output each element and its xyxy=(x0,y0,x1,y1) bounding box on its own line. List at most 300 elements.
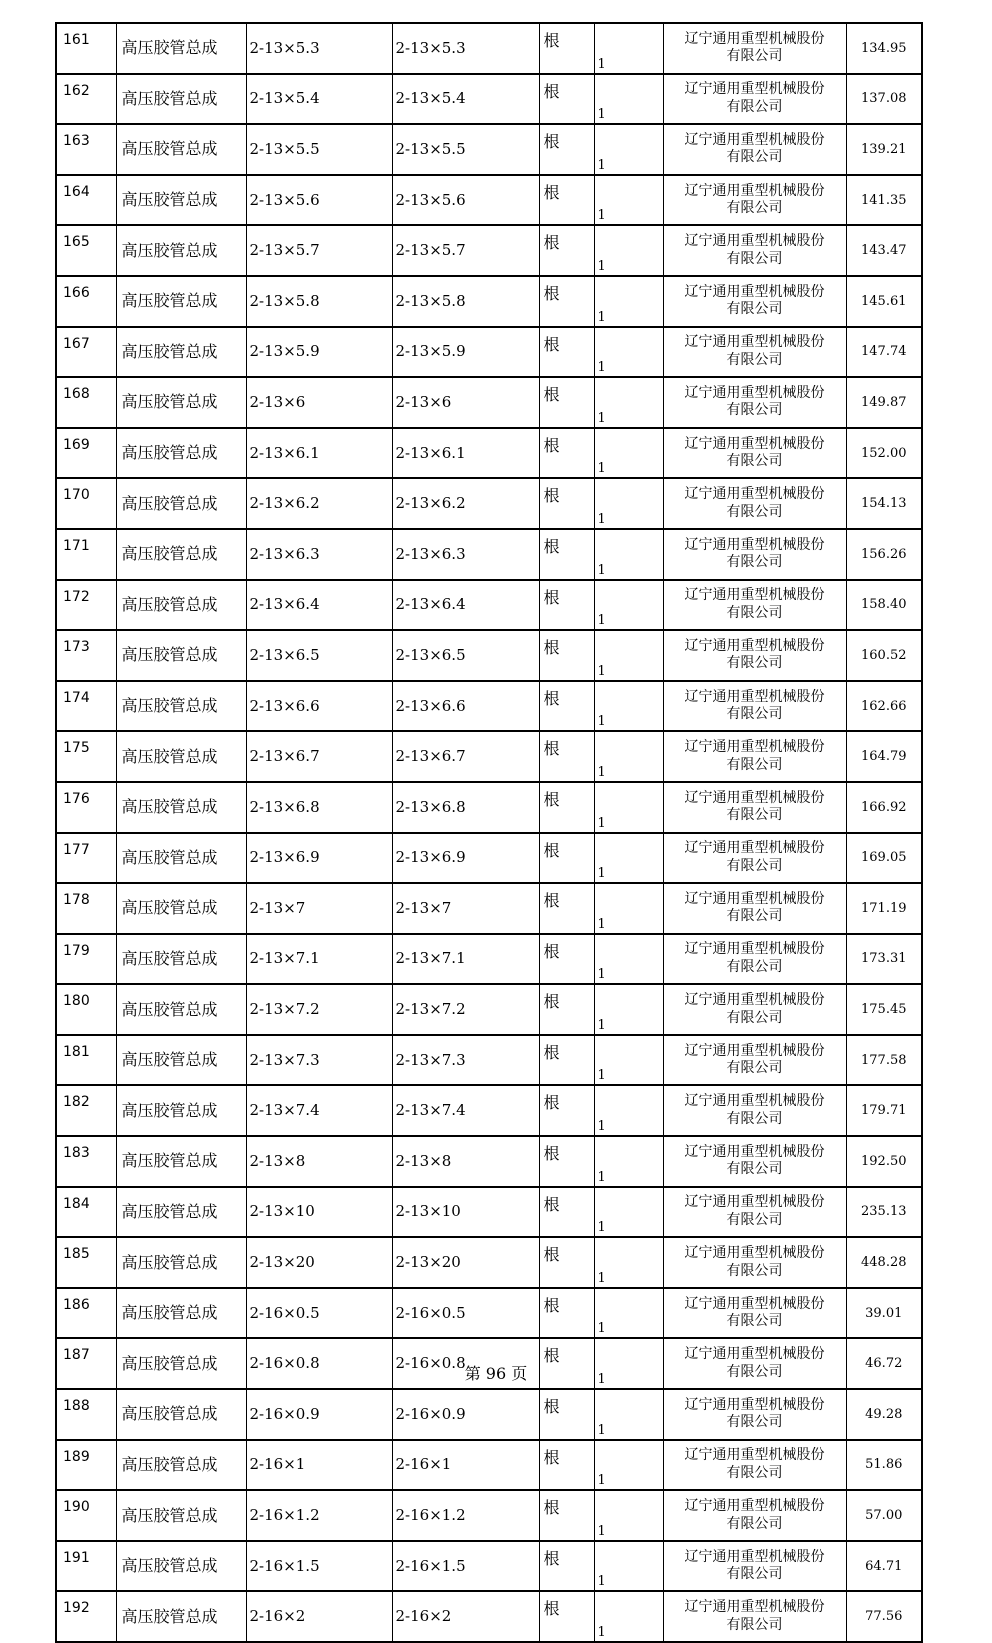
cell-spec: 2-13×6.2 xyxy=(246,478,392,529)
cell-index: 192 xyxy=(56,1591,116,1642)
manufacturer-line-1: 辽宁通用重型机械股份 xyxy=(684,1042,825,1059)
manufacturer-line-1: 辽宁通用重型机械股份 xyxy=(684,486,825,503)
manufacturer-line-2: 有限公司 xyxy=(726,402,783,419)
cell-product-name: 高压胶管总成 xyxy=(116,124,246,175)
cell-manufacturer xyxy=(663,580,846,631)
cell-quantity: 1 xyxy=(594,1035,663,1086)
cell-unit: 根 xyxy=(539,630,594,681)
manufacturer-line-1: 辽宁通用重型机械股份 xyxy=(684,688,825,705)
cell-product-name: 高压胶管总成 xyxy=(116,1338,246,1389)
cell-product-name: 高压胶管总成 xyxy=(116,529,246,580)
cell-unit: 根 xyxy=(539,377,594,428)
table-row xyxy=(56,1490,922,1541)
manufacturer-line-1: 辽宁通用重型机械股份 xyxy=(684,637,825,654)
manufacturer-line-2: 有限公司 xyxy=(726,1161,783,1178)
cell-model: 2-13×6.6 xyxy=(392,681,539,732)
cell-quantity: 1 xyxy=(594,630,663,681)
cell-product-name: 高压胶管总成 xyxy=(116,1187,246,1238)
table-row xyxy=(56,984,922,1035)
cell-unit: 根 xyxy=(539,681,594,732)
cell-index: 167 xyxy=(56,327,116,378)
cell-price: 175.45 xyxy=(846,984,922,1035)
cell-quantity: 1 xyxy=(594,74,663,125)
cell-product-name: 高压胶管总成 xyxy=(116,1237,246,1288)
cell-product-name: 高压胶管总成 xyxy=(116,1288,246,1339)
cell-manufacturer xyxy=(663,1085,846,1136)
table-row xyxy=(56,225,922,276)
cell-spec: 2-13×5.7 xyxy=(246,225,392,276)
cell-unit: 根 xyxy=(539,1490,594,1541)
cell-index: 180 xyxy=(56,984,116,1035)
cell-unit: 根 xyxy=(539,1136,594,1187)
cell-manufacturer xyxy=(663,327,846,378)
manufacturer-line-1: 辽宁通用重型机械股份 xyxy=(684,435,825,452)
table-row xyxy=(56,1237,922,1288)
cell-price: 235.13 xyxy=(846,1187,922,1238)
manufacturer-line-2: 有限公司 xyxy=(726,1616,783,1633)
cell-quantity: 1 xyxy=(594,1136,663,1187)
manufacturer-line-2: 有限公司 xyxy=(726,1363,783,1380)
cell-price: 156.26 xyxy=(846,529,922,580)
cell-model: 2-13×10 xyxy=(392,1187,539,1238)
cell-spec: 2-13×5.6 xyxy=(246,175,392,226)
cell-index: 184 xyxy=(56,1187,116,1238)
cell-price: 448.28 xyxy=(846,1237,922,1288)
table-row xyxy=(56,1440,922,1491)
cell-model: 2-13×5.9 xyxy=(392,327,539,378)
cell-spec: 2-13×6.5 xyxy=(246,630,392,681)
cell-product-name: 高压胶管总成 xyxy=(116,1136,246,1187)
manufacturer-line-1: 辽宁通用重型机械股份 xyxy=(684,233,825,250)
cell-unit: 根 xyxy=(539,1389,594,1440)
cell-spec: 2-16×1.2 xyxy=(246,1490,392,1541)
cell-index: 165 xyxy=(56,225,116,276)
cell-unit: 根 xyxy=(539,1237,594,1288)
manufacturer-line-2: 有限公司 xyxy=(726,706,783,723)
cell-quantity: 1 xyxy=(594,1338,663,1389)
manufacturer-line-2: 有限公司 xyxy=(726,1009,783,1026)
manufacturer-line-1: 辽宁通用重型机械股份 xyxy=(684,1346,825,1363)
cell-product-name: 高压胶管总成 xyxy=(116,1085,246,1136)
cell-model: 2-13×6.2 xyxy=(392,478,539,529)
cell-unit: 根 xyxy=(539,327,594,378)
cell-product-name: 高压胶管总成 xyxy=(116,225,246,276)
cell-spec: 2-13×5.5 xyxy=(246,124,392,175)
table-row xyxy=(56,833,922,884)
cell-index: 178 xyxy=(56,883,116,934)
cell-manufacturer xyxy=(663,529,846,580)
table-body xyxy=(56,23,922,1642)
cell-product-name: 高压胶管总成 xyxy=(116,934,246,985)
cell-manufacturer xyxy=(663,377,846,428)
table-row xyxy=(56,1035,922,1086)
table-row xyxy=(56,23,922,74)
cell-model: 2-13×7.1 xyxy=(392,934,539,985)
cell-unit: 根 xyxy=(539,1035,594,1086)
cell-price: 169.05 xyxy=(846,833,922,884)
cell-product-name: 高压胶管总成 xyxy=(116,175,246,226)
cell-price: 173.31 xyxy=(846,934,922,985)
cell-spec: 2-13×20 xyxy=(246,1237,392,1288)
cell-quantity: 1 xyxy=(594,1288,663,1339)
cell-product-name: 高压胶管总成 xyxy=(116,1490,246,1541)
manufacturer-line-1: 辽宁通用重型机械股份 xyxy=(684,1093,825,1110)
cell-price: 51.86 xyxy=(846,1440,922,1491)
cell-unit: 根 xyxy=(539,883,594,934)
manufacturer-line-1: 辽宁通用重型机械股份 xyxy=(684,789,825,806)
cell-model: 2-16×1.5 xyxy=(392,1541,539,1592)
cell-unit: 根 xyxy=(539,124,594,175)
manufacturer-line-1: 辽宁通用重型机械股份 xyxy=(684,587,825,604)
cell-spec: 2-16×0.8 xyxy=(246,1338,392,1389)
manufacturer-line-1: 辽宁通用重型机械股份 xyxy=(684,840,825,857)
cell-quantity: 1 xyxy=(594,428,663,479)
cell-unit: 根 xyxy=(539,1085,594,1136)
cell-manufacturer xyxy=(663,1035,846,1086)
table-row xyxy=(56,124,922,175)
cell-price: 57.00 xyxy=(846,1490,922,1541)
table-row xyxy=(56,478,922,529)
cell-unit: 根 xyxy=(539,478,594,529)
manufacturer-line-1: 辽宁通用重型机械股份 xyxy=(684,536,825,553)
cell-spec: 2-13×6 xyxy=(246,377,392,428)
cell-index: 176 xyxy=(56,782,116,833)
manufacturer-line-2: 有限公司 xyxy=(726,1566,783,1583)
cell-index: 183 xyxy=(56,1136,116,1187)
cell-price: 77.56 xyxy=(846,1591,922,1642)
cell-quantity: 1 xyxy=(594,124,663,175)
cell-model: 2-13×20 xyxy=(392,1237,539,1288)
cell-quantity: 1 xyxy=(594,1541,663,1592)
cell-unit: 根 xyxy=(539,225,594,276)
manufacturer-line-2: 有限公司 xyxy=(726,807,783,824)
cell-spec: 2-13×5.4 xyxy=(246,74,392,125)
cell-product-name: 高压胶管总成 xyxy=(116,478,246,529)
manufacturer-line-2: 有限公司 xyxy=(726,250,783,267)
cell-spec: 2-13×7.4 xyxy=(246,1085,392,1136)
cell-price: 143.47 xyxy=(846,225,922,276)
cell-model: 2-16×1 xyxy=(392,1440,539,1491)
table-row xyxy=(56,1085,922,1136)
manufacturer-line-2: 有限公司 xyxy=(726,200,783,217)
table-row xyxy=(56,1136,922,1187)
cell-model: 2-13×7.2 xyxy=(392,984,539,1035)
cell-index: 186 xyxy=(56,1288,116,1339)
cell-spec: 2-13×7.3 xyxy=(246,1035,392,1086)
cell-product-name: 高压胶管总成 xyxy=(116,782,246,833)
cell-model: 2-16×1.2 xyxy=(392,1490,539,1541)
cell-quantity: 1 xyxy=(594,1440,663,1491)
manufacturer-line-2: 有限公司 xyxy=(726,1110,783,1127)
cell-model: 2-13×7.3 xyxy=(392,1035,539,1086)
cell-unit: 根 xyxy=(539,529,594,580)
cell-model: 2-16×0.8 xyxy=(392,1338,539,1389)
cell-spec: 2-16×0.9 xyxy=(246,1389,392,1440)
cell-unit: 根 xyxy=(539,934,594,985)
cell-index: 172 xyxy=(56,580,116,631)
manufacturer-line-1: 辽宁通用重型机械股份 xyxy=(684,1447,825,1464)
manufacturer-line-1: 辽宁通用重型机械股份 xyxy=(684,283,825,300)
table-row xyxy=(56,934,922,985)
cell-price: 49.28 xyxy=(846,1389,922,1440)
manufacturer-line-2: 有限公司 xyxy=(726,98,783,115)
cell-manufacturer xyxy=(663,225,846,276)
cell-quantity: 1 xyxy=(594,175,663,226)
cell-spec: 2-13×6.8 xyxy=(246,782,392,833)
manufacturer-line-2: 有限公司 xyxy=(726,503,783,520)
cell-manufacturer xyxy=(663,1389,846,1440)
cell-model: 2-13×5.6 xyxy=(392,175,539,226)
cell-index: 175 xyxy=(56,731,116,782)
cell-quantity: 1 xyxy=(594,1085,663,1136)
cell-manufacturer xyxy=(663,1440,846,1491)
cell-product-name: 高压胶管总成 xyxy=(116,1541,246,1592)
cell-quantity: 1 xyxy=(594,934,663,985)
cell-manufacturer xyxy=(663,883,846,934)
manufacturer-line-1: 辽宁通用重型机械股份 xyxy=(684,1143,825,1160)
cell-manufacturer xyxy=(663,782,846,833)
cell-manufacturer xyxy=(663,1288,846,1339)
cell-quantity: 1 xyxy=(594,1389,663,1440)
cell-index: 164 xyxy=(56,175,116,226)
manufacturer-line-1: 辽宁通用重型机械股份 xyxy=(684,182,825,199)
page-number: 第 96 页 xyxy=(464,1364,528,1383)
cell-model: 2-13×6.4 xyxy=(392,580,539,631)
cell-manufacturer xyxy=(663,1237,846,1288)
table-row xyxy=(56,883,922,934)
cell-unit: 根 xyxy=(539,74,594,125)
cell-model: 2-13×6.3 xyxy=(392,529,539,580)
table-row xyxy=(56,74,922,125)
cell-quantity: 1 xyxy=(594,478,663,529)
manufacturer-line-1: 辽宁通用重型机械股份 xyxy=(684,739,825,756)
cell-price: 64.71 xyxy=(846,1541,922,1592)
cell-quantity: 1 xyxy=(594,327,663,378)
table-row xyxy=(56,681,922,732)
cell-price: 147.74 xyxy=(846,327,922,378)
cell-quantity: 1 xyxy=(594,529,663,580)
manufacturer-line-2: 有限公司 xyxy=(726,604,783,621)
cell-price: 39.01 xyxy=(846,1288,922,1339)
cell-unit: 根 xyxy=(539,175,594,226)
cell-index: 179 xyxy=(56,934,116,985)
manufacturer-line-1: 辽宁通用重型机械股份 xyxy=(684,1396,825,1413)
cell-unit: 根 xyxy=(539,833,594,884)
cell-product-name: 高压胶管总成 xyxy=(116,883,246,934)
cell-manufacturer xyxy=(663,428,846,479)
manufacturer-line-2: 有限公司 xyxy=(726,301,783,318)
manufacturer-line-2: 有限公司 xyxy=(726,756,783,773)
table-row xyxy=(56,529,922,580)
manufacturer-line-2: 有限公司 xyxy=(726,453,783,470)
cell-model: 2-16×0.5 xyxy=(392,1288,539,1339)
cell-model: 2-16×2 xyxy=(392,1591,539,1642)
cell-model: 2-13×5.8 xyxy=(392,276,539,327)
cell-product-name: 高压胶管总成 xyxy=(116,984,246,1035)
cell-price: 192.50 xyxy=(846,1136,922,1187)
cell-product-name: 高压胶管总成 xyxy=(116,1591,246,1642)
manufacturer-line-2: 有限公司 xyxy=(726,554,783,571)
manufacturer-line-2: 有限公司 xyxy=(726,1211,783,1228)
cell-quantity: 1 xyxy=(594,377,663,428)
manufacturer-line-1: 辽宁通用重型机械股份 xyxy=(684,941,825,958)
cell-manufacturer xyxy=(663,1490,846,1541)
cell-quantity: 1 xyxy=(594,883,663,934)
cell-price: 145.61 xyxy=(846,276,922,327)
cell-price: 139.21 xyxy=(846,124,922,175)
cell-product-name: 高压胶管总成 xyxy=(116,1035,246,1086)
cell-quantity: 1 xyxy=(594,1237,663,1288)
manufacturer-line-1: 辽宁通用重型机械股份 xyxy=(684,81,825,98)
cell-price: 141.35 xyxy=(846,175,922,226)
cell-index: 177 xyxy=(56,833,116,884)
cell-spec: 2-13×6.7 xyxy=(246,731,392,782)
manufacturer-line-2: 有限公司 xyxy=(726,857,783,874)
cell-index: 166 xyxy=(56,276,116,327)
cell-unit: 根 xyxy=(539,782,594,833)
table-row xyxy=(56,1591,922,1642)
cell-quantity: 1 xyxy=(594,1490,663,1541)
cell-index: 173 xyxy=(56,630,116,681)
manufacturer-line-2: 有限公司 xyxy=(726,908,783,925)
cell-spec: 2-13×5.8 xyxy=(246,276,392,327)
cell-price: 46.72 xyxy=(846,1338,922,1389)
manufacturer-line-2: 有限公司 xyxy=(726,1464,783,1481)
cell-manufacturer xyxy=(663,984,846,1035)
cell-spec: 2-13×7 xyxy=(246,883,392,934)
cell-spec: 2-13×6.6 xyxy=(246,681,392,732)
table-row xyxy=(56,782,922,833)
cell-model: 2-13×7.4 xyxy=(392,1085,539,1136)
manufacturer-line-1: 辽宁通用重型机械股份 xyxy=(684,1498,825,1515)
manufacturer-line-1: 辽宁通用重型机械股份 xyxy=(684,890,825,907)
cell-price: 134.95 xyxy=(846,23,922,74)
cell-unit: 根 xyxy=(539,1591,594,1642)
manufacturer-line-2: 有限公司 xyxy=(726,1515,783,1532)
cell-price: 179.71 xyxy=(846,1085,922,1136)
cell-product-name: 高压胶管总成 xyxy=(116,681,246,732)
cell-index: 182 xyxy=(56,1085,116,1136)
cell-manufacturer xyxy=(663,1136,846,1187)
cell-unit: 根 xyxy=(539,276,594,327)
cell-model: 2-13×8 xyxy=(392,1136,539,1187)
manufacturer-line-2: 有限公司 xyxy=(726,48,783,65)
cell-quantity: 1 xyxy=(594,984,663,1035)
cell-unit: 根 xyxy=(539,1187,594,1238)
cell-unit: 根 xyxy=(539,428,594,479)
cell-model: 2-13×6.9 xyxy=(392,833,539,884)
cell-product-name: 高压胶管总成 xyxy=(116,580,246,631)
cell-unit: 根 xyxy=(539,1338,594,1389)
table-row xyxy=(56,630,922,681)
manufacturer-line-1: 辽宁通用重型机械股份 xyxy=(684,1548,825,1565)
cell-model: 2-13×5.3 xyxy=(392,23,539,74)
cell-manufacturer xyxy=(663,478,846,529)
cell-spec: 2-13×5.9 xyxy=(246,327,392,378)
table-row xyxy=(56,377,922,428)
cell-manufacturer xyxy=(663,630,846,681)
cell-product-name: 高压胶管总成 xyxy=(116,1389,246,1440)
cell-price: 171.19 xyxy=(846,883,922,934)
table-row xyxy=(56,1187,922,1238)
table-row xyxy=(56,175,922,226)
table-row xyxy=(56,1389,922,1440)
cell-quantity: 1 xyxy=(594,731,663,782)
cell-manufacturer xyxy=(663,731,846,782)
manufacturer-line-1: 辽宁通用重型机械股份 xyxy=(684,1245,825,1262)
cell-price: 158.40 xyxy=(846,580,922,631)
cell-product-name: 高压胶管总成 xyxy=(116,74,246,125)
table-row xyxy=(56,1288,922,1339)
table-row xyxy=(56,276,922,327)
cell-product-name: 高压胶管总成 xyxy=(116,327,246,378)
cell-price: 162.66 xyxy=(846,681,922,732)
cell-index: 189 xyxy=(56,1440,116,1491)
manufacturer-line-2: 有限公司 xyxy=(726,655,783,672)
cell-manufacturer xyxy=(663,681,846,732)
cell-model: 2-13×5.5 xyxy=(392,124,539,175)
cell-index: 163 xyxy=(56,124,116,175)
cell-quantity: 1 xyxy=(594,276,663,327)
cell-model: 2-13×6.1 xyxy=(392,428,539,479)
manufacturer-line-2: 有限公司 xyxy=(726,958,783,975)
manufacturer-line-2: 有限公司 xyxy=(726,1313,783,1330)
cell-spec: 2-16×0.5 xyxy=(246,1288,392,1339)
cell-spec: 2-13×6.3 xyxy=(246,529,392,580)
cell-model: 2-13×5.7 xyxy=(392,225,539,276)
cell-product-name: 高压胶管总成 xyxy=(116,731,246,782)
manufacturer-line-2: 有限公司 xyxy=(726,1060,783,1077)
cell-unit: 根 xyxy=(539,580,594,631)
cell-unit: 根 xyxy=(539,1288,594,1339)
cell-index: 191 xyxy=(56,1541,116,1592)
manufacturer-line-2: 有限公司 xyxy=(726,351,783,368)
cell-spec: 2-16×1 xyxy=(246,1440,392,1491)
cell-index: 181 xyxy=(56,1035,116,1086)
cell-product-name: 高压胶管总成 xyxy=(116,428,246,479)
cell-unit: 根 xyxy=(539,984,594,1035)
table-row xyxy=(56,580,922,631)
manufacturer-line-1: 辽宁通用重型机械股份 xyxy=(684,992,825,1009)
manufacturer-line-1: 辽宁通用重型机械股份 xyxy=(684,30,825,47)
cell-price: 177.58 xyxy=(846,1035,922,1086)
manufacturer-line-2: 有限公司 xyxy=(726,149,783,166)
cell-unit: 根 xyxy=(539,1541,594,1592)
cell-index: 171 xyxy=(56,529,116,580)
price-table xyxy=(55,22,923,1643)
manufacturer-line-2: 有限公司 xyxy=(726,1262,783,1279)
cell-manufacturer xyxy=(663,124,846,175)
cell-quantity: 1 xyxy=(594,833,663,884)
manufacturer-line-1: 辽宁通用重型机械股份 xyxy=(684,1599,825,1616)
cell-price: 160.52 xyxy=(846,630,922,681)
cell-index: 190 xyxy=(56,1490,116,1541)
cell-unit: 根 xyxy=(539,731,594,782)
cell-index: 174 xyxy=(56,681,116,732)
cell-manufacturer xyxy=(663,1591,846,1642)
cell-product-name: 高压胶管总成 xyxy=(116,630,246,681)
manufacturer-line-1: 辽宁通用重型机械股份 xyxy=(684,131,825,148)
cell-spec: 2-16×1.5 xyxy=(246,1541,392,1592)
cell-model: 2-13×6.5 xyxy=(392,630,539,681)
cell-manufacturer xyxy=(663,175,846,226)
cell-product-name: 高压胶管总成 xyxy=(116,23,246,74)
cell-model: 2-13×6.7 xyxy=(392,731,539,782)
cell-model: 2-13×5.4 xyxy=(392,74,539,125)
manufacturer-line-1: 辽宁通用重型机械股份 xyxy=(684,1194,825,1211)
cell-product-name: 高压胶管总成 xyxy=(116,1440,246,1491)
cell-index: 161 xyxy=(56,23,116,74)
